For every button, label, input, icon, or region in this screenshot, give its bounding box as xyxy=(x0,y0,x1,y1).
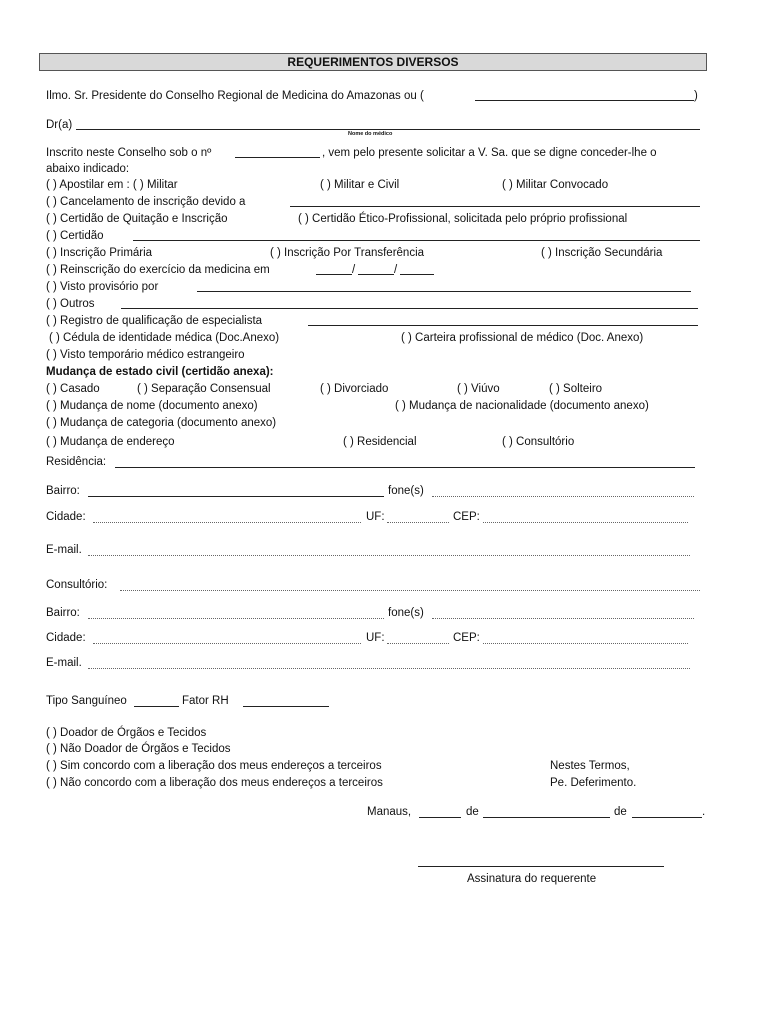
date-de: de xyxy=(614,806,627,818)
date-day-field[interactable] xyxy=(419,817,461,818)
option-quitacao[interactable]: ( ) Certidão de Quitação e Inscrição xyxy=(46,213,228,225)
registration-number-field[interactable] xyxy=(235,157,320,158)
form-title: REQUERIMENTOS DIVERSOS xyxy=(39,53,707,71)
option-nao-concordo[interactable]: ( ) Não concordo com a liberação dos meus endereços a terceiros xyxy=(46,777,383,789)
option-separacao[interactable]: ( ) Separação Consensual xyxy=(137,383,271,395)
fone-label: fone(s) xyxy=(388,485,424,497)
signature-line[interactable] xyxy=(418,866,664,867)
option-carteira[interactable]: ( ) Carteira profissional de médico (Doc. Anexo) xyxy=(401,332,644,344)
civil-status-heading: Mudança de estado civil (certidão anexa): xyxy=(46,366,274,378)
reinscricao-day-field[interactable] xyxy=(316,274,352,275)
residencia-field[interactable] xyxy=(115,467,695,468)
option-mudanca-nacionalidade[interactable]: ( ) Mudança de nacionalidade (documento anexo) xyxy=(395,400,649,412)
cidade-label: Cidade: xyxy=(46,632,86,644)
option-militar-convocado[interactable]: ( ) Militar Convocado xyxy=(502,179,609,191)
option-mudanca-nome[interactable]: ( ) Mudança de nome (documento anexo) xyxy=(46,400,258,412)
option-registro[interactable]: ( ) Registro de qualificação de especialista xyxy=(46,315,263,327)
reinscricao-month-field[interactable] xyxy=(358,274,394,275)
option-visto-temporario[interactable]: ( ) Visto temporário médico estrangeiro xyxy=(46,349,245,361)
option-consultorio[interactable]: ( ) Consultório xyxy=(502,436,575,448)
cancelamento-field[interactable] xyxy=(290,206,700,207)
dr-label: Dr(a) xyxy=(46,119,73,131)
uf-label: UF: xyxy=(366,632,385,644)
tipo-sanguineo-field[interactable] xyxy=(134,706,179,707)
fone-field[interactable] xyxy=(432,496,694,497)
name-hint: Nome do médico xyxy=(348,131,393,137)
tipo-sanguineo-label: Tipo Sanguíneo xyxy=(46,695,127,707)
alt-addressee-field[interactable] xyxy=(475,100,694,101)
cep-label: CEP: xyxy=(453,511,480,523)
cidade-field[interactable] xyxy=(93,643,361,644)
option-secundaria[interactable]: ( ) Inscrição Secundária xyxy=(541,247,663,259)
option-outros[interactable]: ( ) Outros xyxy=(46,298,95,310)
option-cedula[interactable]: ( ) Cédula de identidade médica (Doc.Anexo) xyxy=(49,332,280,344)
greeting-text: Ilmo. Sr. Presidente do Conselho Regional de Medicina do Amazonas ou ( xyxy=(46,90,424,102)
date-city: Manaus, xyxy=(367,806,412,818)
email-field[interactable] xyxy=(88,668,690,669)
option-residencial[interactable]: ( ) Residencial xyxy=(343,436,417,448)
date-de: de xyxy=(466,806,479,818)
option-etico[interactable]: ( ) Certidão Ético-Profissional, solicitada pelo próprio profissional xyxy=(298,213,628,225)
option-doador[interactable]: ( ) Doador de Órgãos e Tecidos xyxy=(46,727,207,739)
consultorio-label: Consultório: xyxy=(46,579,108,591)
option-transferencia[interactable]: ( ) Inscrição Por Transferência xyxy=(270,247,425,259)
uf-field[interactable] xyxy=(387,643,449,644)
visto-provisorio-field[interactable] xyxy=(197,291,691,292)
option-casado[interactable]: ( ) Casado xyxy=(46,383,100,395)
option-certidao[interactable]: ( ) Certidão xyxy=(46,230,104,242)
cep-field[interactable] xyxy=(483,643,688,644)
cidade-field[interactable] xyxy=(93,522,361,523)
option-visto-provisorio[interactable]: ( ) Visto provisório por xyxy=(46,281,159,293)
fator-rh-field[interactable] xyxy=(243,706,329,707)
option-apostilar[interactable]: ( ) Apostilar em : ( ) Militar xyxy=(46,179,178,191)
intro-text-b: , vem pelo presente solicitar a V. Sa. que se digne conceder-lhe o xyxy=(322,147,657,159)
bairro-label: Bairro: xyxy=(46,485,80,497)
uf-label: UF: xyxy=(366,511,385,523)
intro-text-a: Inscrito neste Conselho sob o nº xyxy=(46,147,212,159)
option-cancelamento[interactable]: ( ) Cancelamento de inscrição devido a xyxy=(46,196,246,208)
certidao-field[interactable] xyxy=(133,240,700,241)
date-month-field[interactable] xyxy=(483,817,610,818)
option-nao-doador[interactable]: ( ) Não Doador de Órgãos e Tecidos xyxy=(46,743,231,755)
fone-field[interactable] xyxy=(432,618,694,619)
cep-field[interactable] xyxy=(483,522,688,523)
bairro-field[interactable] xyxy=(88,496,384,497)
date-slash: / xyxy=(352,264,356,276)
bairro-label: Bairro: xyxy=(46,607,80,619)
option-solteiro[interactable]: ( ) Solteiro xyxy=(549,383,603,395)
residencia-label: Residência: xyxy=(46,456,107,468)
closing-deferimento: Pe. Deferimento. xyxy=(550,777,637,789)
option-viuvo[interactable]: ( ) Viúvo xyxy=(457,383,500,395)
uf-field[interactable] xyxy=(387,522,449,523)
bairro-field[interactable] xyxy=(88,618,384,619)
consultorio-field[interactable] xyxy=(120,590,700,591)
fone-label: fone(s) xyxy=(388,607,424,619)
reinscricao-year-field[interactable] xyxy=(400,274,434,275)
outros-field[interactable] xyxy=(121,308,698,309)
date-slash: / xyxy=(394,264,398,276)
cidade-label: Cidade: xyxy=(46,511,86,523)
option-mudanca-endereco[interactable]: ( ) Mudança de endereço xyxy=(46,436,175,448)
date-year-field[interactable] xyxy=(632,817,702,818)
email-label: E-mail. xyxy=(46,544,82,556)
email-label: E-mail. xyxy=(46,657,82,669)
option-militar-civil[interactable]: ( ) Militar e Civil xyxy=(320,179,400,191)
email-field[interactable] xyxy=(88,555,690,556)
option-mudanca-categoria[interactable]: ( ) Mudança de categoria (documento anexo) xyxy=(46,417,277,429)
especialista-field[interactable] xyxy=(308,325,698,326)
option-reinscricao[interactable]: ( ) Reinscrição do exercício da medicina em xyxy=(46,264,270,276)
date-period: . xyxy=(702,806,706,818)
option-sim-concordo[interactable]: ( ) Sim concordo com a liberação dos meus endereços a terceiros xyxy=(46,760,382,772)
intro-text-c: abaixo indicado: xyxy=(46,163,130,175)
signature-label: Assinatura do requerente xyxy=(467,873,597,885)
option-primaria[interactable]: ( ) Inscrição Primária xyxy=(46,247,153,259)
greeting-close: ) xyxy=(694,90,698,102)
closing-termos: Nestes Termos, xyxy=(550,760,630,772)
option-divorciado[interactable]: ( ) Divorciado xyxy=(320,383,389,395)
fator-rh-label: Fator RH xyxy=(182,695,229,707)
cep-label: CEP: xyxy=(453,632,480,644)
